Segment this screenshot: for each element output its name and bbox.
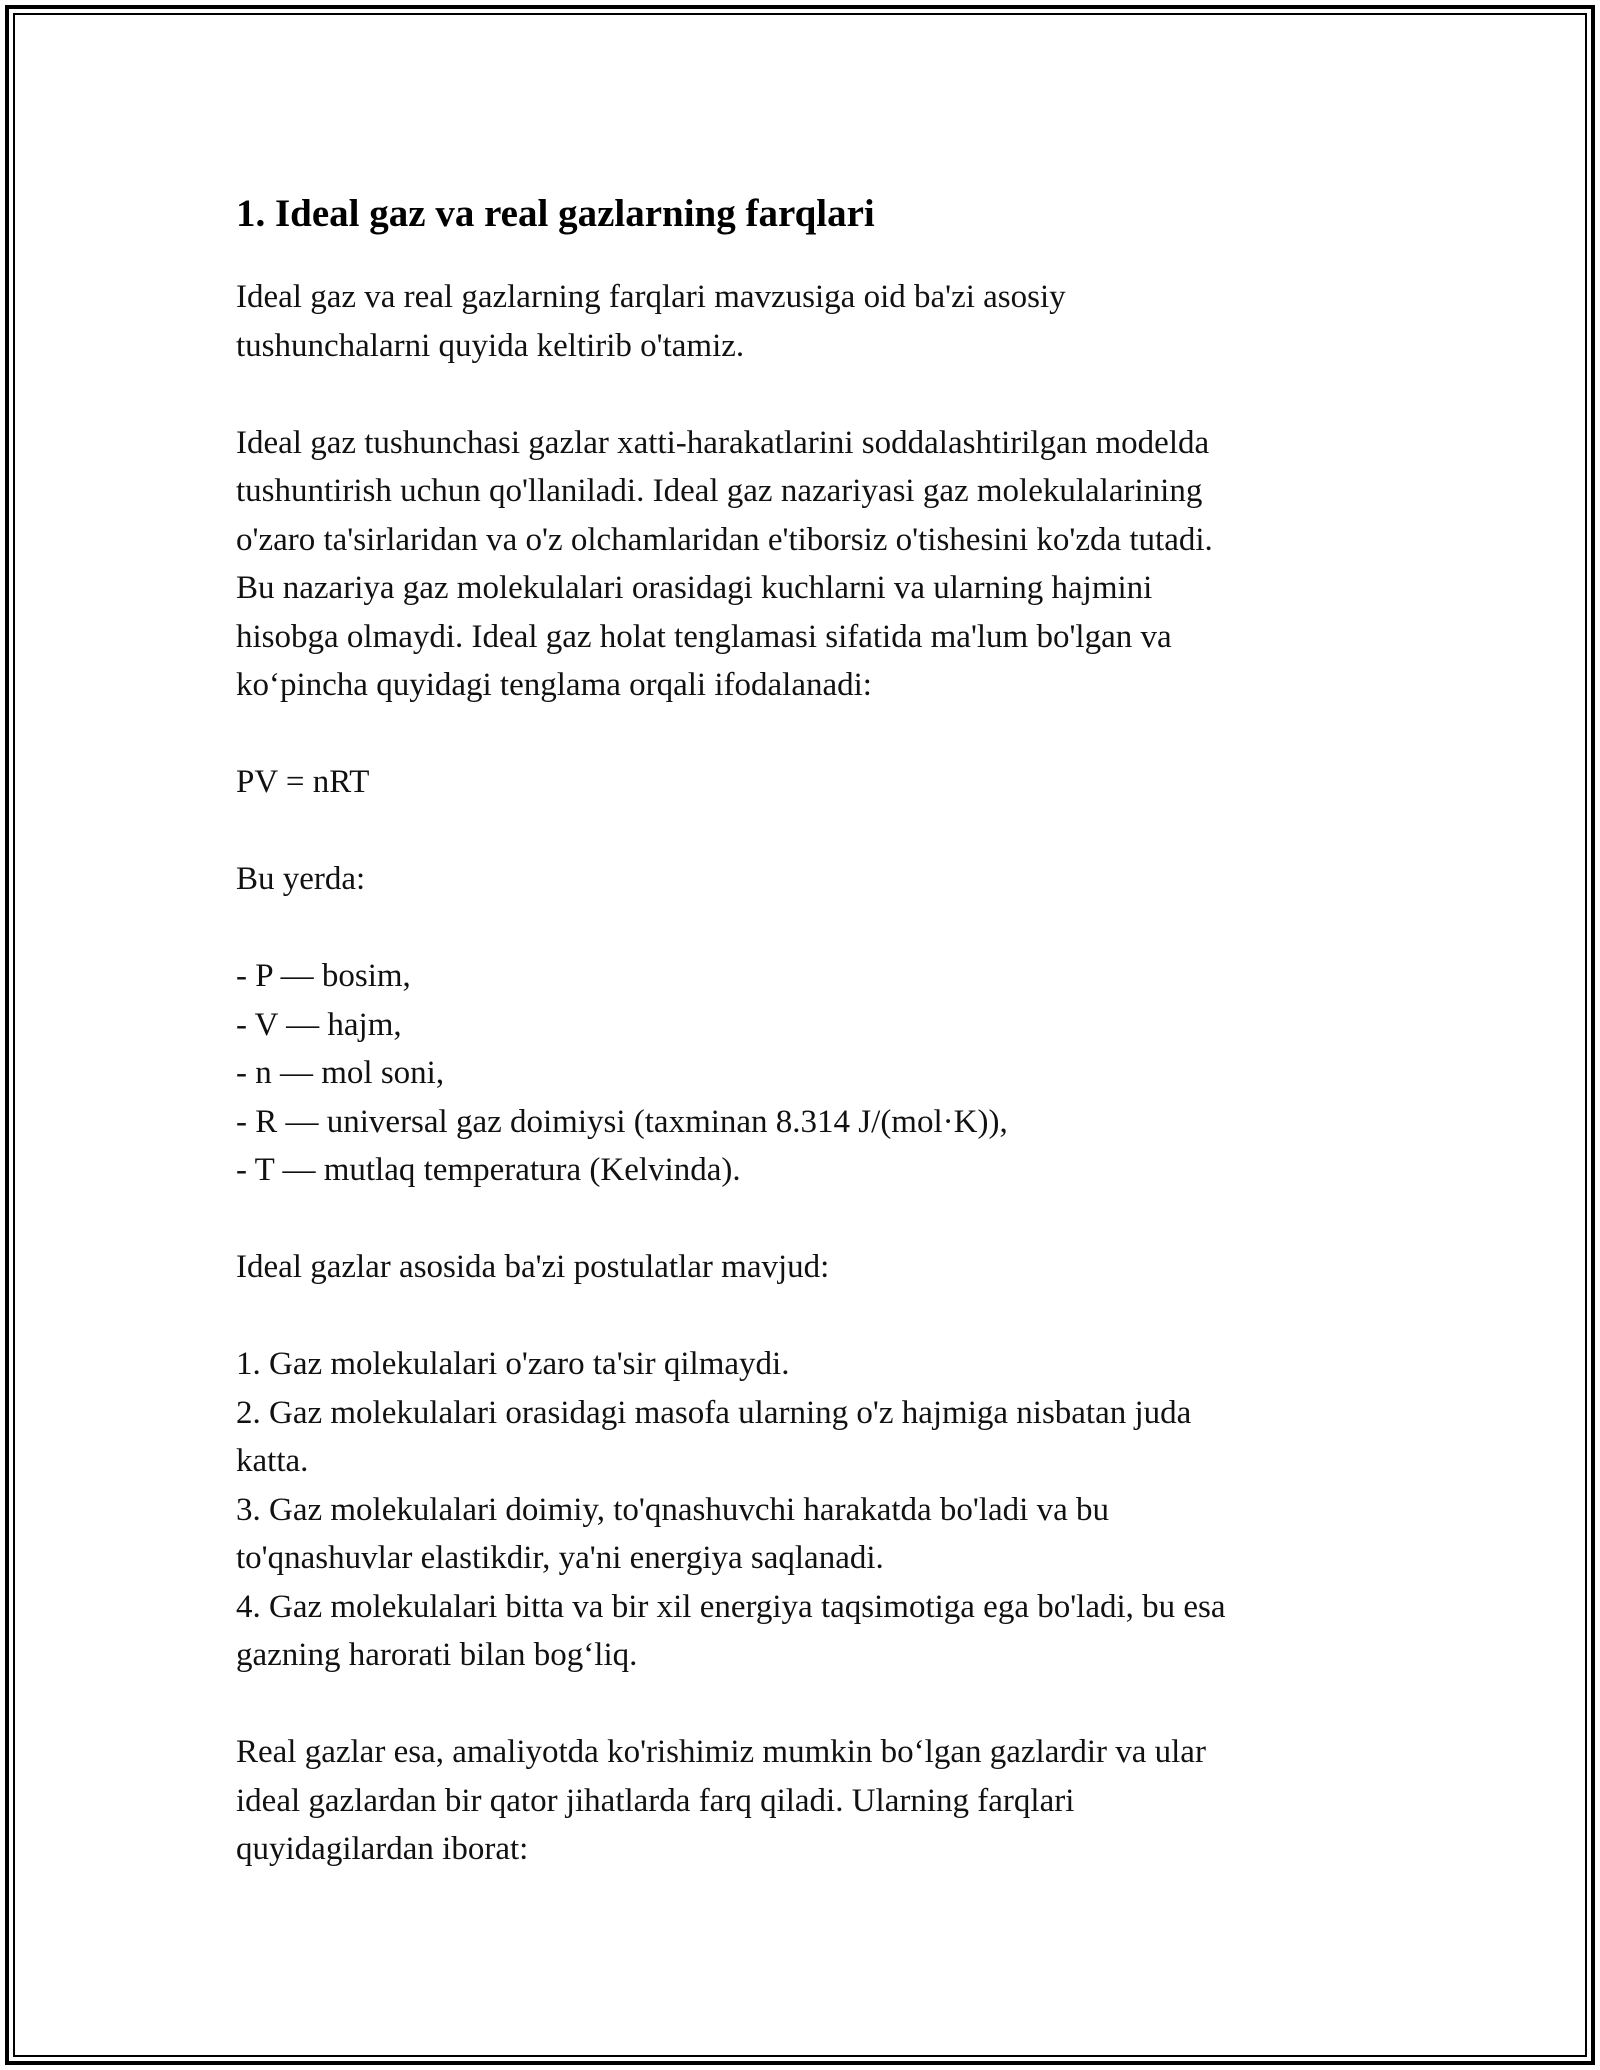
variable-item: - n — mol soni,: [236, 1055, 445, 1091]
text-line: Bu nazariya gaz molekulalari orasidagi kuchlarni va ularning hajmini: [236, 570, 1153, 606]
postulate-line: 3. Gaz molekulalari doimiy, to'qnashuvchi harakatda bo'ladi va bu: [236, 1491, 1110, 1528]
text-line: hisobga olmaydi. Ideal gaz holat tenglamasi sifatida ma'lum bo'lgan va: [236, 618, 1172, 655]
variable-item: - P — bosim,: [236, 958, 411, 994]
paragraph-gap: [236, 1195, 1376, 1244]
text-line: ideal gazlardan bir qator jihatlarda farq qiladi. Ularning farqlari: [236, 1782, 1075, 1819]
text-line: Ideal gaz va real gazlarning farqlari mavzusiga oid ba'zi asosiy: [236, 279, 1066, 315]
intro-paragraph: [236, 273, 1376, 370]
postulate-line: 2. Gaz molekulalari orasidagi masofa ularning o'z hajmiga nisbatan juda: [236, 1394, 1192, 1431]
text-line: Ideal gaz tushunchasi gazlar xatti-harakatlarini soddalashtirilgan modelda: [236, 424, 1210, 461]
paragraph-gap: [236, 904, 1376, 953]
postulate-line: 1. Gaz molekulalari o'zaro ta'sir qilmaydi.: [236, 1346, 790, 1382]
text-line: Real gazlar esa, amaliyotda ko'rishimiz mumkin bo‘lgan gazlardir va ular: [236, 1734, 1206, 1770]
postulates-list: [236, 1340, 1376, 1680]
variable-list: [236, 952, 1376, 1195]
variable-item: - V — hajm,: [236, 1006, 402, 1043]
postulate-line: 4. Gaz molekulalari bitta va bir xil energiya taqsimotiga ega bo'ladi, bu esa: [236, 1588, 1226, 1625]
document-body: [236, 186, 1376, 1874]
paragraph-gap: [236, 807, 1376, 856]
paragraph-gap: [236, 1292, 1376, 1341]
real-gas-paragraph: [236, 1728, 1376, 1874]
postulates-intro: Ideal gazlar asosida ba'zi postulatlar mavjud:: [236, 1249, 830, 1285]
text-line: tushunchalarni quyida keltirib o'tamiz.: [236, 327, 745, 364]
text-line: o'zaro ta'sirlaridan va o'z olchamlaridan e'tiborsiz o'tishesini ko'zda tutadi.: [236, 521, 1213, 558]
postulate-line: gazning harorati bilan bog‘liq.: [236, 1637, 638, 1673]
text-line: tushuntirish uchun qo'llaniladi. Ideal gaz nazariyasi gaz molekulalarining: [236, 473, 1203, 509]
text-line: quyidagilardan iborat:: [236, 1831, 529, 1867]
gas-equation: PV = nRT: [236, 764, 370, 800]
postulate-line: katta.: [236, 1443, 309, 1479]
section-title: 1. Ideal gaz va real gazlarning farqlari: [236, 192, 875, 235]
variable-item: - T — mutlaq temperatura (Kelvinda).: [236, 1152, 741, 1188]
ideal-gas-paragraph: [236, 419, 1376, 710]
text-line: ko‘pincha quyidagi tenglama orqali ifodalanadi:: [236, 667, 872, 703]
paragraph-gap: [236, 1680, 1376, 1729]
where-label: Bu yerda:: [236, 861, 366, 897]
paragraph-gap: [236, 370, 1376, 419]
paragraph-gap: [236, 710, 1376, 759]
postulate-line: to'qnashuvlar elastikdir, ya'ni energiya saqlanadi.: [236, 1540, 884, 1576]
variable-item: - R — universal gaz doimiysi (taxminan 8.314 J/(mol·K)),: [236, 1103, 1008, 1140]
